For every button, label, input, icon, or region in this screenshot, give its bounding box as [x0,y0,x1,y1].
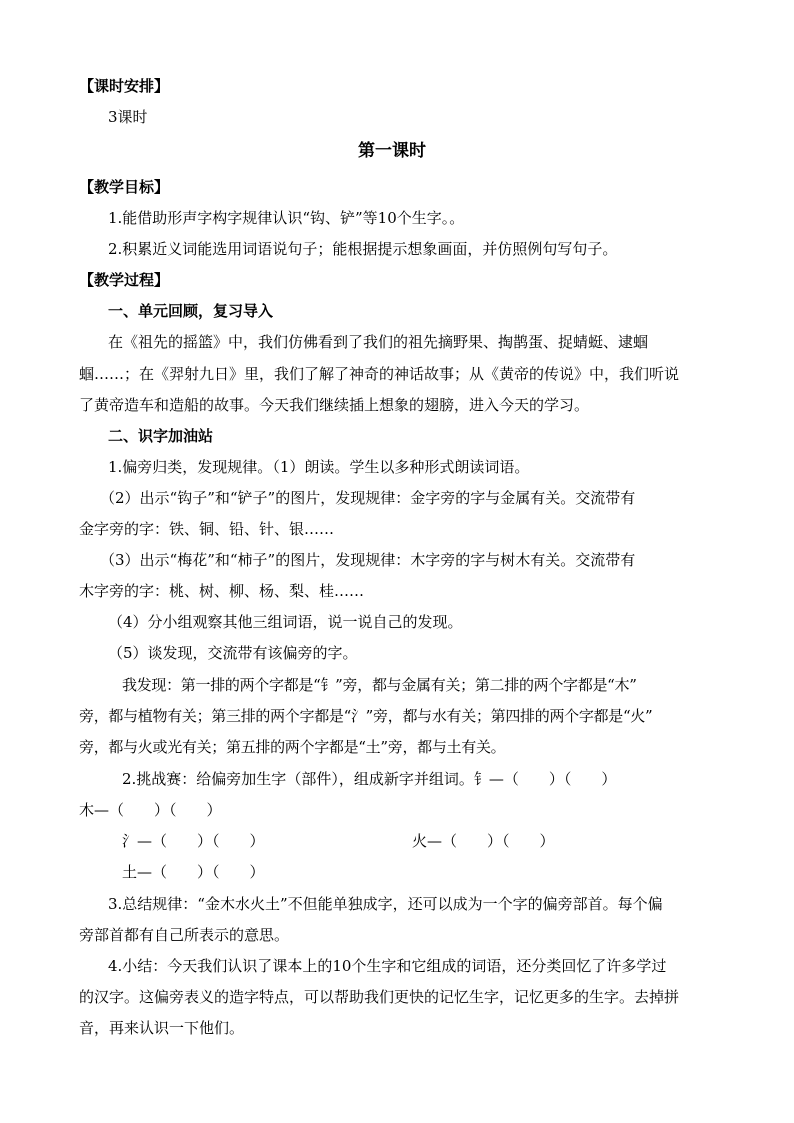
part2-line-16: 3.总结规律：“金木水火土”不但能单独成字，还可以成为一个字的偏旁部首。每个偏 [108,895,663,913]
part2-line-14: 火—（ ）（ ） [412,832,555,850]
part2-line-4: （3）出示“梅花”和“柿子”的图片，发现规律：木字旁的字与树木有关。交流带有 [100,551,636,569]
lesson-title: 第一课时 [358,141,426,161]
process-heading: 【教学过程】 [79,271,170,289]
part1-para-line-2: 蝈……；在《羿射九日》里，我们了解了神奇的神话故事；从《黄帝的传说》中，我们听说 [79,365,680,383]
goal-item-1: 1.能借助形声字构字规律认识“钩、铲”等10个生字。。 [108,209,465,227]
arrangement-heading: 【课时安排】 [79,77,170,95]
part2-line-17: 旁部首都有自己所表示的意思。 [79,926,290,944]
part1-para-line-3: 了黄帝造车和造船的故事。今天我们继续插上想象的翅膀，进入今天的学习。 [79,396,590,414]
part1-heading: 一、单元回顾，复习导入 [108,302,274,320]
part2-line-20: 音，再来认识一下他们。 [79,1019,245,1037]
part2-line-9: 旁，都与植物有关；第三排的两个字都是“氵”旁，都与水有关；第四排的两个字都是“火” [79,707,653,725]
part2-line-2: （2）出示“钩子”和“铲子”的图片，发现规律：金字旁的字与金属有关。交流带有 [100,489,636,507]
part2-line-15: 土—（ ）（ ） [122,863,265,881]
goals-heading: 【教学目标】 [79,178,170,196]
part2-line-7: （5）谈发现，交流带有该偏旁的字。 [108,644,358,662]
part2-line-1: 1.偏旁归类，发现规律。（1）朗读。学生以多种形式朗读词语。 [108,458,530,476]
part1-para-line-1: 在《祖先的摇篮》中，我们仿佛看到了我们的祖先摘野果、掏鹊蛋、捉蜻蜓、逮蝈 [108,333,649,351]
part2-line-8: 我发现：第一排的两个字都是“钅”旁，都与金属有关；第二排的两个字都是“木” [122,676,637,694]
part2-heading: 二、识字加油站 [108,427,214,445]
part2-line-18: 4.小结：今天我们认识了课本上的10个生字和它组成的词语，还分类回忆了许多学过 [108,957,667,975]
part2-line-10: 旁，都与火或光有关；第五排的两个字都是“土”旁，都与土有关。 [79,738,506,756]
part2-line-13: 氵—（ ）（ ） [122,832,265,850]
part2-line-6: （4）分小组观察其他三组词语，说一说自己的发现。 [108,613,463,631]
arrangement-text: 3课时 [108,108,148,126]
part2-line-3: 金字旁的字：铁、铜、铅、针、银…… [79,520,335,538]
part2-line-12: 木—（ ）（ ） [79,801,222,819]
goal-item-2: 2.积累近义词能选用词语说句子；能根据提示想象画面，并仿照例句写句子。 [108,240,618,258]
part2-line-19: 的汉字。这偏旁表义的造字特点，可以帮助我们更快的记忆生字，记忆更多的生字。去掉拼 [79,988,680,1006]
part2-line-11: 2.挑战赛：给偏旁加生字（部件），组成新字并组词。钅—（ ）（ ） [122,770,617,788]
part2-line-5: 木字旁的字：桃、树、柳、杨、梨、桂…… [79,582,365,600]
